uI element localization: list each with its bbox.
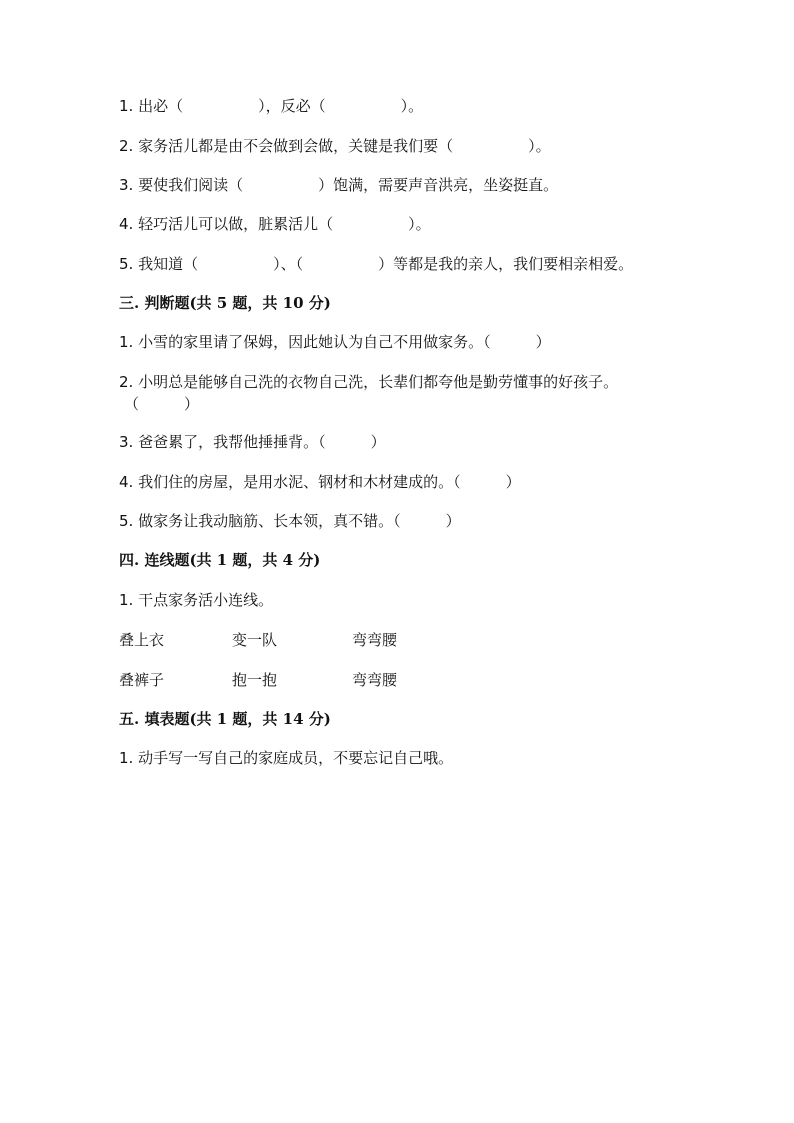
matching-cell: 弯弯腰 — [352, 631, 398, 649]
fill-blank-question-3: 3. 要使我们阅读（ ）饱满，需要声音洪亮，坐姿挺直。 — [119, 176, 559, 194]
matching-question-1: 1. 干点家务活小连线。 — [119, 591, 274, 609]
section-title-matching: 四. 连线题(共 1 题，共 4 分) — [119, 551, 321, 569]
fill-blank-question-5: 5. 我知道（ ）、（ ）等都是我的亲人，我们要相亲相爱。 — [119, 255, 634, 273]
judgment-question-2-blank: （ ） — [124, 395, 200, 413]
table-question-1: 1. 动手写一写自己的家庭成员，不要忘记自己哦。 — [119, 749, 454, 767]
judgment-question-1: 1. 小雪的家里请了保姆，因此她认为自己不用做家务。（ ） — [119, 333, 551, 351]
matching-cell: 叠上衣 — [119, 631, 165, 649]
section-title-judgment: 三. 判断题(共 5 题，共 10 分) — [119, 294, 331, 312]
fill-blank-question-1: 1. 出必（ ），反必（ ）。 — [119, 97, 424, 115]
fill-blank-question-2: 2. 家务活儿都是由不会做到会做，关键是我们要（ ）。 — [119, 137, 551, 155]
judgment-question-5: 5. 做家务让我动脑筋、长本领，真不错。（ ） — [119, 512, 461, 530]
matching-cell: 抱一抱 — [232, 671, 278, 689]
matching-cell: 变一队 — [232, 631, 278, 649]
judgment-question-2: 2. 小明总是能够自己洗的衣物自己洗，长辈们都夸他是勤劳懂事的好孩子。 — [119, 373, 619, 391]
judgment-question-4: 4. 我们住的房屋，是用水泥、钢材和木材建成的。（ ） — [119, 473, 521, 491]
judgment-question-3: 3. 爸爸累了，我帮他捶捶背。（ ） — [119, 433, 386, 451]
matching-cell: 叠裤子 — [119, 671, 165, 689]
section-title-table: 五. 填表题(共 1 题，共 14 分) — [119, 710, 331, 728]
fill-blank-question-4: 4. 轻巧活儿可以做，脏累活儿（ ）。 — [119, 215, 431, 233]
matching-cell: 弯弯腰 — [352, 671, 398, 689]
